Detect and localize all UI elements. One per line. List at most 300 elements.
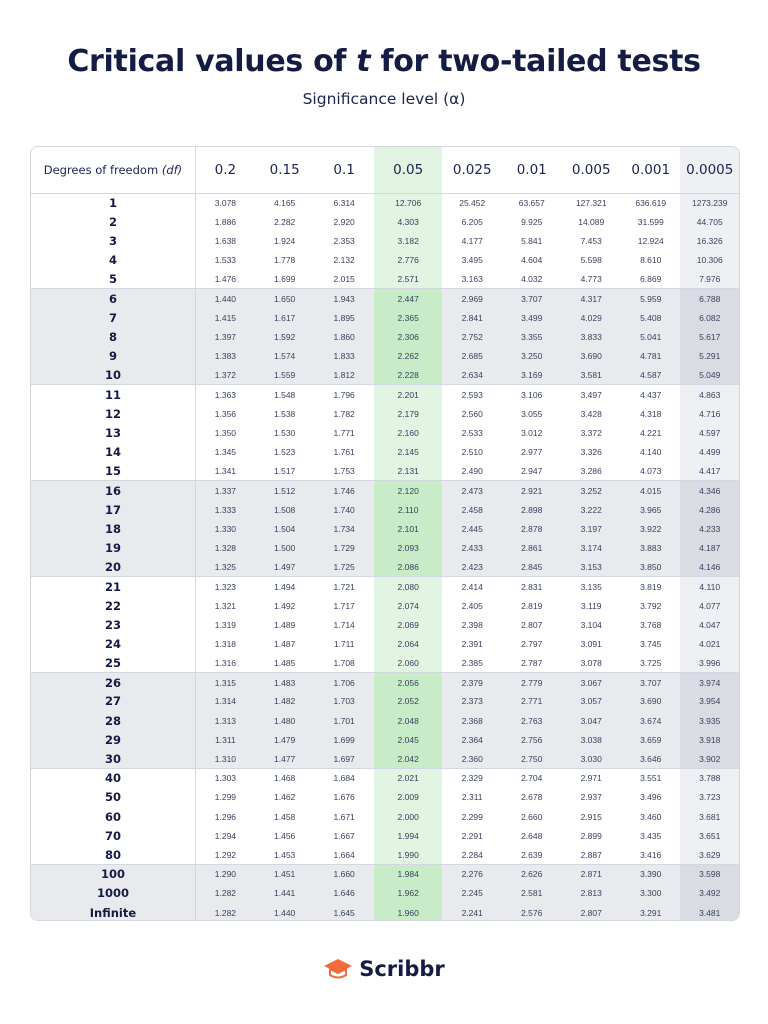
critical-value-cell: 2.977 bbox=[521, 447, 543, 458]
critical-value-cell: 1.667 bbox=[333, 830, 355, 841]
table-row bbox=[31, 442, 739, 461]
critical-value-cell: 5.841 bbox=[521, 235, 543, 246]
critical-value-cell: 3.768 bbox=[640, 619, 662, 630]
table-row bbox=[31, 327, 739, 346]
critical-value-cell: 2.245 bbox=[442, 884, 502, 903]
critical-value-cell: 14.089 bbox=[578, 216, 605, 227]
critical-value-cell: 4.165 bbox=[274, 197, 296, 208]
critical-value-cell: 3.326 bbox=[580, 447, 602, 458]
critical-value-cell: 2.678 bbox=[521, 792, 543, 803]
critical-value-cell: 1.990 bbox=[374, 845, 443, 864]
critical-value-cell: 3.690 bbox=[621, 692, 681, 711]
df-cell: 40 bbox=[31, 769, 195, 788]
alpha-column-header: 0.2 bbox=[195, 147, 255, 193]
table-row bbox=[31, 711, 739, 730]
critical-value-cell: 3.745 bbox=[640, 638, 662, 649]
critical-value-cell: 2.179 bbox=[374, 404, 443, 423]
critical-value-cell: 1.699 bbox=[314, 730, 374, 749]
critical-value-cell: 4.863 bbox=[680, 385, 739, 404]
critical-value-cell: 3.792 bbox=[640, 600, 662, 611]
critical-value-cell: 1.325 bbox=[195, 558, 255, 577]
critical-value-cell: 3.707 bbox=[502, 289, 562, 308]
critical-value-cell: 2.626 bbox=[502, 865, 562, 884]
alpha-column-header: 0.05 bbox=[374, 147, 443, 193]
critical-value-cell: 2.915 bbox=[580, 811, 602, 822]
critical-value-cell: 1.337 bbox=[195, 481, 255, 500]
critical-value-cell: 2.056 bbox=[374, 673, 443, 692]
critical-value-cell: 4.021 bbox=[680, 634, 739, 653]
critical-value-cell: 1.500 bbox=[255, 538, 315, 557]
table-row bbox=[31, 673, 739, 692]
table-row bbox=[31, 519, 739, 538]
df-cell: 17 bbox=[31, 500, 195, 519]
critical-value-cell: 2.807 bbox=[521, 619, 543, 630]
critical-value-cell: 1.530 bbox=[274, 427, 296, 438]
df-cell: 50 bbox=[31, 788, 195, 807]
critical-values-table bbox=[31, 147, 739, 921]
critical-value-cell: 1.984 bbox=[374, 865, 443, 884]
critical-value-cell: 1.477 bbox=[255, 749, 315, 768]
critical-value-cell: 3.496 bbox=[640, 792, 662, 803]
critical-value-cell: 3.047 bbox=[561, 711, 621, 730]
critical-value-cell: 1.321 bbox=[214, 600, 237, 611]
table-header-row bbox=[31, 147, 739, 193]
critical-value-cell: 3.974 bbox=[680, 673, 739, 692]
critical-value-cell: 1.328 bbox=[195, 538, 255, 557]
critical-value-cell: 3.819 bbox=[621, 577, 681, 596]
critical-value-cell: 1.494 bbox=[255, 577, 315, 596]
critical-value-cell: 1.311 bbox=[195, 730, 255, 749]
critical-value-cell: 3.954 bbox=[680, 692, 739, 711]
critical-value-cell: 4.047 bbox=[680, 615, 739, 634]
critical-value-cell: 1.778 bbox=[274, 255, 296, 266]
critical-value-cell: 3.104 bbox=[580, 619, 602, 630]
critical-value-cell: 3.428 bbox=[580, 408, 602, 419]
critical-value-cell: 1.660 bbox=[314, 865, 374, 884]
table-row bbox=[31, 251, 739, 270]
critical-value-cell: 3.965 bbox=[621, 500, 681, 519]
critical-value-cell: 3.833 bbox=[561, 327, 621, 346]
critical-value-cell: 2.845 bbox=[502, 558, 562, 577]
critical-value-cell: 127.321 bbox=[575, 197, 607, 208]
critical-value-cell: 1.480 bbox=[255, 711, 315, 730]
critical-value-cell: 4.286 bbox=[680, 500, 739, 519]
critical-value-cell: 1.924 bbox=[274, 235, 296, 246]
critical-value-cell: 3.598 bbox=[680, 865, 739, 884]
critical-value-cell: 1.886 bbox=[214, 216, 237, 227]
critical-value-cell: 4.221 bbox=[640, 427, 662, 438]
table-row bbox=[31, 538, 739, 557]
critical-value-cell: 3.355 bbox=[502, 327, 562, 346]
critical-value-cell: 6.082 bbox=[680, 308, 739, 327]
critical-value-cell: 3.690 bbox=[561, 347, 621, 366]
table-row bbox=[31, 385, 739, 404]
critical-value-cell: 3.902 bbox=[680, 749, 739, 768]
critical-value-cell: 1.746 bbox=[314, 481, 374, 500]
critical-value-cell: 1.523 bbox=[274, 447, 296, 458]
critical-value-cell: 4.233 bbox=[680, 519, 739, 538]
critical-value-cell: 1.315 bbox=[195, 673, 255, 692]
critical-value-cell: 1.330 bbox=[195, 519, 255, 538]
critical-value-cell: 2.385 bbox=[461, 657, 483, 668]
critical-value-cell: 1.574 bbox=[255, 347, 315, 366]
critical-value-cell: 1.453 bbox=[274, 849, 296, 860]
df-cell: 9 bbox=[31, 347, 195, 366]
critical-value-cell: 2.160 bbox=[374, 423, 443, 442]
critical-value-cell: 4.716 bbox=[680, 404, 739, 423]
critical-value-cell: 1.895 bbox=[314, 308, 374, 327]
critical-value-cell: 4.177 bbox=[461, 235, 483, 246]
critical-value-cell: 2.398 bbox=[461, 619, 483, 630]
critical-value-cell: 2.069 bbox=[374, 615, 443, 634]
critical-value-cell: 2.353 bbox=[333, 235, 355, 246]
critical-value-cell: 1.497 bbox=[255, 558, 315, 577]
critical-value-cell: 1.592 bbox=[255, 327, 315, 346]
df-cell: 12 bbox=[31, 404, 195, 423]
critical-value-cell: 636.619 bbox=[635, 197, 667, 208]
critical-value-cell: 1.708 bbox=[333, 657, 355, 668]
critical-value-cell: 1.314 bbox=[195, 692, 255, 711]
critical-value-cell: 2.048 bbox=[374, 711, 443, 730]
critical-value-cell: 3.286 bbox=[580, 465, 602, 476]
critical-value-cell: 3.681 bbox=[680, 807, 739, 826]
critical-value-cell: 4.015 bbox=[621, 481, 681, 500]
critical-value-cell: 2.750 bbox=[502, 749, 562, 768]
critical-value-cell: 2.284 bbox=[461, 849, 483, 860]
critical-value-cell: 5.959 bbox=[621, 289, 681, 308]
critical-value-cell: 2.752 bbox=[442, 327, 502, 346]
critical-value-cell: 3.495 bbox=[461, 255, 483, 266]
critical-value-cell: 3.499 bbox=[502, 308, 562, 327]
critical-value-cell: 2.756 bbox=[502, 730, 562, 749]
df-cell: 25 bbox=[31, 654, 195, 673]
critical-value-cell: 1.812 bbox=[314, 366, 374, 385]
critical-value-cell: 3.497 bbox=[561, 385, 621, 404]
critical-value-cell: 4.318 bbox=[640, 408, 662, 419]
df-cell: 7 bbox=[31, 308, 195, 327]
critical-value-cell: 1.833 bbox=[314, 347, 374, 366]
critical-value-cell: 1.440 bbox=[255, 903, 315, 921]
alpha-column-header: 0.005 bbox=[561, 147, 621, 193]
critical-value-cell: 1.697 bbox=[314, 749, 374, 768]
critical-value-cell: 3.222 bbox=[561, 500, 621, 519]
critical-value-cell: 4.587 bbox=[621, 366, 681, 385]
critical-value-cell: 3.030 bbox=[561, 749, 621, 768]
critical-value-cell: 1.468 bbox=[255, 769, 315, 788]
critical-value-cell: 1.303 bbox=[195, 769, 255, 788]
table-row bbox=[31, 193, 739, 212]
critical-value-cell: 1.492 bbox=[274, 600, 296, 611]
table-row bbox=[31, 845, 739, 864]
table-row bbox=[31, 884, 739, 903]
df-cell: 8 bbox=[31, 327, 195, 346]
critical-value-cell: 1.451 bbox=[255, 865, 315, 884]
critical-value-cell: 3.197 bbox=[561, 519, 621, 538]
critical-value-cell: 1.456 bbox=[274, 830, 296, 841]
critical-value-cell: 6.869 bbox=[640, 274, 662, 285]
critical-value-cell: 3.078 bbox=[580, 657, 602, 668]
table-row bbox=[31, 423, 739, 442]
critical-value-cell: 2.360 bbox=[442, 749, 502, 768]
df-cell: 5 bbox=[31, 270, 195, 289]
df-cell: 18 bbox=[31, 519, 195, 538]
table-row bbox=[31, 903, 739, 921]
critical-value-cell: 2.458 bbox=[442, 500, 502, 519]
page-title: Critical values of t for two-tailed tests bbox=[67, 44, 701, 79]
critical-value-cell: 2.329 bbox=[442, 769, 502, 788]
critical-value-cell: 1.538 bbox=[274, 408, 296, 419]
critical-value-cell: 1.383 bbox=[195, 347, 255, 366]
critical-value-cell: 1.415 bbox=[195, 308, 255, 327]
table-row bbox=[31, 769, 739, 788]
critical-value-cell: 2.060 bbox=[374, 654, 443, 673]
critical-value-cell: 1.734 bbox=[314, 519, 374, 538]
table-row bbox=[31, 308, 739, 327]
critical-value-cell: 3.300 bbox=[621, 884, 681, 903]
critical-value-cell: 1.645 bbox=[314, 903, 374, 921]
critical-value-cell: 1.282 bbox=[195, 903, 255, 921]
critical-value-cell: 2.819 bbox=[521, 600, 543, 611]
df-cell: 26 bbox=[31, 673, 195, 692]
critical-value-cell: 1.372 bbox=[195, 366, 255, 385]
critical-value-cell: 1.684 bbox=[314, 769, 374, 788]
df-cell: 30 bbox=[31, 749, 195, 768]
critical-value-cell: 2.052 bbox=[374, 692, 443, 711]
critical-value-cell: 2.074 bbox=[374, 596, 443, 615]
critical-value-cell: 2.015 bbox=[333, 274, 355, 285]
critical-value-cell: 1.559 bbox=[255, 366, 315, 385]
critical-value-cell: 1.512 bbox=[255, 481, 315, 500]
critical-value-cell: 1.796 bbox=[314, 385, 374, 404]
df-cell: 4 bbox=[31, 251, 195, 270]
critical-value-cell: 2.576 bbox=[502, 903, 562, 921]
df-cell: 24 bbox=[31, 634, 195, 653]
df-cell: 10 bbox=[31, 366, 195, 385]
critical-value-cell: 2.445 bbox=[442, 519, 502, 538]
critical-value-cell: 1.701 bbox=[314, 711, 374, 730]
critical-value-cell: 2.276 bbox=[442, 865, 502, 884]
critical-value-cell: 1.282 bbox=[195, 884, 255, 903]
critical-value-cell: 1.479 bbox=[255, 730, 315, 749]
critical-value-cell: 3.725 bbox=[640, 657, 662, 668]
critical-value-cell: 2.045 bbox=[374, 730, 443, 749]
critical-value-cell: 2.365 bbox=[374, 308, 443, 327]
critical-value-cell: 2.042 bbox=[374, 749, 443, 768]
critical-value-cell: 1.960 bbox=[374, 903, 443, 921]
df-cell: 60 bbox=[31, 807, 195, 826]
critical-value-cell: 3.551 bbox=[621, 769, 681, 788]
critical-value-cell: 3.163 bbox=[461, 274, 483, 285]
critical-value-cell: 2.291 bbox=[461, 830, 483, 841]
critical-value-cell: 2.560 bbox=[461, 408, 483, 419]
critical-value-cell: 1.458 bbox=[274, 811, 296, 822]
critical-value-cell: 1.860 bbox=[314, 327, 374, 346]
critical-value-cell: 7.976 bbox=[680, 270, 739, 289]
critical-value-cell: 3.460 bbox=[640, 811, 662, 822]
logo-text: Scribbr bbox=[359, 957, 445, 981]
critical-value-cell: 1.313 bbox=[195, 711, 255, 730]
critical-value-cell: 2.110 bbox=[374, 500, 443, 519]
critical-value-cell: 5.598 bbox=[580, 255, 602, 266]
critical-value-cell: 3.091 bbox=[580, 638, 602, 649]
critical-value-cell: 1.489 bbox=[274, 619, 296, 630]
alpha-column-header: 0.001 bbox=[621, 147, 681, 193]
critical-value-cell: 1.714 bbox=[333, 619, 355, 630]
critical-value-cell: 3.918 bbox=[680, 730, 739, 749]
critical-value-cell: 2.871 bbox=[561, 865, 621, 884]
critical-value-cell: 4.346 bbox=[680, 481, 739, 500]
df-cell: 15 bbox=[31, 462, 195, 481]
critical-value-cell: 5.408 bbox=[621, 308, 681, 327]
critical-value-cell: 2.639 bbox=[521, 849, 543, 860]
critical-value-cell: 2.086 bbox=[374, 558, 443, 577]
critical-value-cell: 1.290 bbox=[195, 865, 255, 884]
critical-value-cell: 1.740 bbox=[314, 500, 374, 519]
critical-value-cell: 3.788 bbox=[680, 769, 739, 788]
critical-value-cell: 1.292 bbox=[214, 849, 237, 860]
table-row bbox=[31, 404, 739, 423]
critical-value-cell: 1.703 bbox=[314, 692, 374, 711]
critical-value-cell: 3.481 bbox=[680, 903, 739, 921]
table-row bbox=[31, 231, 739, 250]
critical-value-cell: 1.548 bbox=[255, 385, 315, 404]
critical-value-cell: 2.813 bbox=[561, 884, 621, 903]
critical-value-cell: 2.423 bbox=[442, 558, 502, 577]
critical-value-cell: 1.721 bbox=[314, 577, 374, 596]
critical-value-cell: 2.120 bbox=[374, 481, 443, 500]
critical-value-cell: 1.299 bbox=[214, 792, 237, 803]
critical-value-cell: 2.064 bbox=[374, 634, 443, 653]
critical-value-cell: 3.012 bbox=[521, 427, 543, 438]
table-row bbox=[31, 692, 739, 711]
critical-value-cell: 1.994 bbox=[374, 826, 443, 845]
critical-value-cell: 4.032 bbox=[521, 274, 543, 285]
critical-value-cell: 1.356 bbox=[214, 408, 237, 419]
critical-value-cell: 1.504 bbox=[255, 519, 315, 538]
critical-value-cell: 2.299 bbox=[461, 811, 483, 822]
table-row bbox=[31, 500, 739, 519]
critical-value-cell: 1.617 bbox=[255, 308, 315, 327]
critical-value-cell: 2.581 bbox=[502, 884, 562, 903]
df-cell: 70 bbox=[31, 826, 195, 845]
df-cell: 27 bbox=[31, 692, 195, 711]
critical-value-cell: 1.711 bbox=[333, 638, 355, 649]
critical-value-cell: 3.182 bbox=[374, 231, 443, 250]
critical-value-cell: 1.345 bbox=[214, 447, 237, 458]
critical-value-cell: 1.318 bbox=[214, 638, 237, 649]
critical-value-cell: 3.372 bbox=[580, 427, 602, 438]
critical-value-cell: 2.405 bbox=[461, 600, 483, 611]
critical-value-cell: 2.447 bbox=[374, 289, 443, 308]
df-cell: 22 bbox=[31, 596, 195, 615]
critical-value-cell: 1.664 bbox=[333, 849, 355, 860]
critical-value-cell: 1.725 bbox=[314, 558, 374, 577]
critical-value-cell: 2.021 bbox=[374, 769, 443, 788]
critical-value-cell: 2.364 bbox=[442, 730, 502, 749]
critical-value-cell: 12.706 bbox=[374, 193, 443, 212]
critical-value-cell: 2.807 bbox=[561, 903, 621, 921]
critical-value-cell: 2.433 bbox=[442, 538, 502, 557]
critical-value-cell: 12.924 bbox=[637, 235, 664, 246]
critical-value-cell: 2.228 bbox=[374, 366, 443, 385]
critical-value-cell: 4.110 bbox=[680, 577, 739, 596]
critical-value-cell: 1.646 bbox=[314, 884, 374, 903]
critical-value-cell: 3.416 bbox=[640, 849, 662, 860]
table-row bbox=[31, 289, 739, 308]
table-row bbox=[31, 366, 739, 385]
critical-value-cell: 2.101 bbox=[374, 519, 443, 538]
critical-value-cell: 2.009 bbox=[374, 788, 443, 807]
critical-value-cell: 3.659 bbox=[621, 730, 681, 749]
critical-value-cell: 2.947 bbox=[521, 465, 543, 476]
critical-value-cell: 1.650 bbox=[255, 289, 315, 308]
critical-value-cell: 6.205 bbox=[461, 216, 483, 227]
critical-value-cell: 2.887 bbox=[580, 849, 602, 860]
critical-value-cell: 2.282 bbox=[274, 216, 296, 227]
critical-value-cell: 4.303 bbox=[374, 212, 443, 231]
critical-value-cell: 3.390 bbox=[621, 865, 681, 884]
critical-value-cell: 2.571 bbox=[374, 270, 443, 289]
df-cell: 28 bbox=[31, 711, 195, 730]
critical-value-cell: 3.435 bbox=[640, 830, 662, 841]
critical-value-cell: 1.397 bbox=[195, 327, 255, 346]
critical-value-cell: 1.508 bbox=[255, 500, 315, 519]
critical-value-cell: 4.437 bbox=[621, 385, 681, 404]
df-cell: 19 bbox=[31, 538, 195, 557]
critical-value-cell: 1.771 bbox=[333, 427, 355, 438]
critical-value-cell: 3.135 bbox=[561, 577, 621, 596]
df-cell: 14 bbox=[31, 442, 195, 461]
table-row bbox=[31, 577, 739, 596]
critical-value-cell: 2.920 bbox=[333, 216, 355, 227]
critical-value-cell: 4.077 bbox=[680, 596, 739, 615]
critical-value-cell: 2.704 bbox=[502, 769, 562, 788]
table-row bbox=[31, 730, 739, 749]
critical-value-cell: 2.921 bbox=[502, 481, 562, 500]
table-body bbox=[31, 193, 739, 921]
critical-value-cell: 2.797 bbox=[521, 638, 543, 649]
critical-value-cell: 2.899 bbox=[580, 830, 602, 841]
critical-value-cell: 2.473 bbox=[442, 481, 502, 500]
df-cell: 13 bbox=[31, 423, 195, 442]
critical-value-cell: 3.935 bbox=[680, 711, 739, 730]
critical-value-cell: 3.651 bbox=[680, 826, 739, 845]
critical-value-cell: 44.705 bbox=[680, 212, 739, 231]
critical-value-cell: 8.610 bbox=[640, 255, 662, 266]
critical-value-cell: 2.878 bbox=[502, 519, 562, 538]
critical-value-cell: 1.350 bbox=[214, 427, 237, 438]
table-row bbox=[31, 654, 739, 673]
critical-value-cell: 6.314 bbox=[333, 197, 355, 208]
critical-value-cell: 2.145 bbox=[374, 442, 443, 461]
critical-value-cell: 4.146 bbox=[680, 558, 739, 577]
critical-value-cell: 1273.239 bbox=[680, 193, 739, 212]
critical-value-cell: 16.326 bbox=[680, 231, 739, 250]
critical-value-cell: 2.861 bbox=[502, 538, 562, 557]
critical-value-cell: 2.080 bbox=[374, 577, 443, 596]
critical-value-cell: 1.323 bbox=[195, 577, 255, 596]
critical-value-cell: 4.417 bbox=[680, 462, 739, 481]
critical-value-cell: 4.781 bbox=[621, 347, 681, 366]
critical-value-cell: 1.717 bbox=[333, 600, 355, 611]
critical-value-cell: 3.252 bbox=[561, 481, 621, 500]
critical-value-cell: 2.776 bbox=[374, 251, 443, 270]
critical-value-cell: 4.140 bbox=[640, 447, 662, 458]
critical-value-cell: 2.648 bbox=[521, 830, 543, 841]
scribbr-logo bbox=[0, 956, 768, 982]
critical-value-cell: 2.971 bbox=[561, 769, 621, 788]
df-cell: 2 bbox=[31, 212, 195, 231]
